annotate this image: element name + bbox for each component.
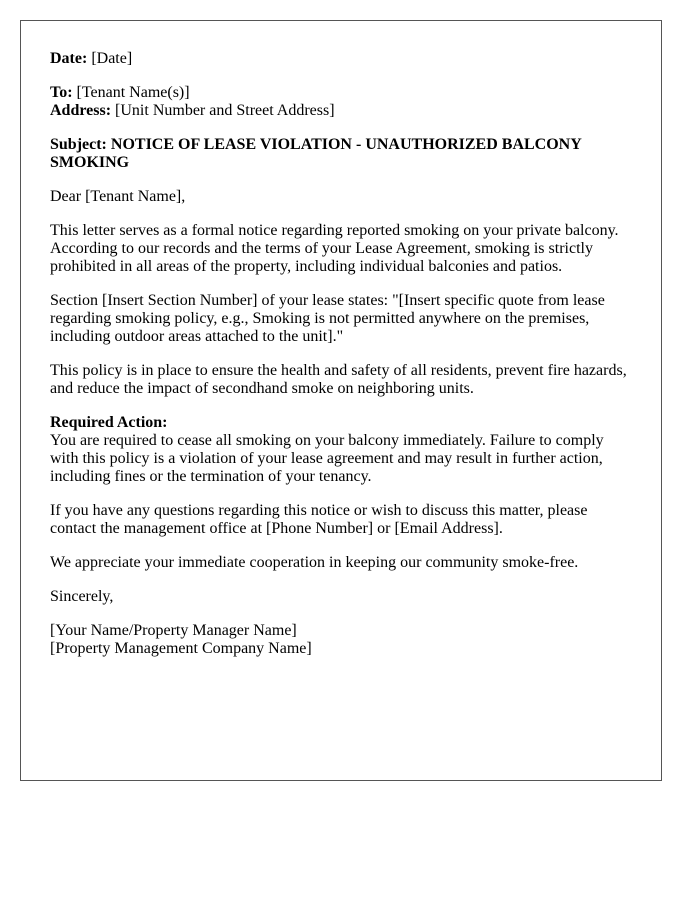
paragraph-lease-section: Section [Insert Section Number] of your lease states: "[Insert specific quote from lease regarding smoking policy, e.g., Smoking is not permitted anywhere on the premises, including outdoor areas attached to the unit]." [50,292,605,345]
company-name: [Property Management Company Name] [50,640,312,657]
date-label: Date: [50,50,88,67]
paragraph-contact: If you have any questions regarding this notice or wish to discuss this matter, please contact the management office at [Phone Number] or [Email Address]. [50,502,588,537]
paragraph-policy: This policy is in place to ensure the health and safety of all residents, prevent fire hazards, and reduce the impact of secondhand smoke on neighboring units. [50,362,627,397]
letter-document [20,20,662,781]
required-action-text: You are required to cease all smoking on your balcony immediately. Failure to comply with this policy is a violation of your lease agreement and may result in further action, including fines or the termination of your tenancy. [50,432,604,485]
subject-label: Subject: [50,136,107,153]
subject-line [50,136,633,172]
date-value: [Date] [91,50,133,67]
paragraph-appreciation: We appreciate your immediate cooperation in keeping our community smoke-free. [50,554,579,571]
required-action-block [50,414,633,486]
address-value: [Unit Number and Street Address] [115,102,335,119]
required-action-heading: Required Action: [50,414,168,431]
signer-name: [Your Name/Property Manager Name] [50,622,297,639]
recipient-block [50,84,633,120]
to-label: To: [50,84,73,101]
valediction: Sincerely, [50,588,114,605]
date-line [50,50,633,68]
subject-value: NOTICE OF LEASE VIOLATION - UNAUTHORIZED BALCONY SMOKING [50,136,582,171]
paragraph-notice: This letter serves as a formal notice regarding reported smoking on your private balcony. According to our records and the terms of your Lease Agreement, smoking is strictly prohibited in all areas of the property, including individual balconies and patios. [50,222,619,275]
address-label: Address: [50,102,112,119]
signature-block [50,622,633,658]
salutation: Dear [Tenant Name], [50,188,186,205]
to-value: [Tenant Name(s)] [76,84,190,101]
